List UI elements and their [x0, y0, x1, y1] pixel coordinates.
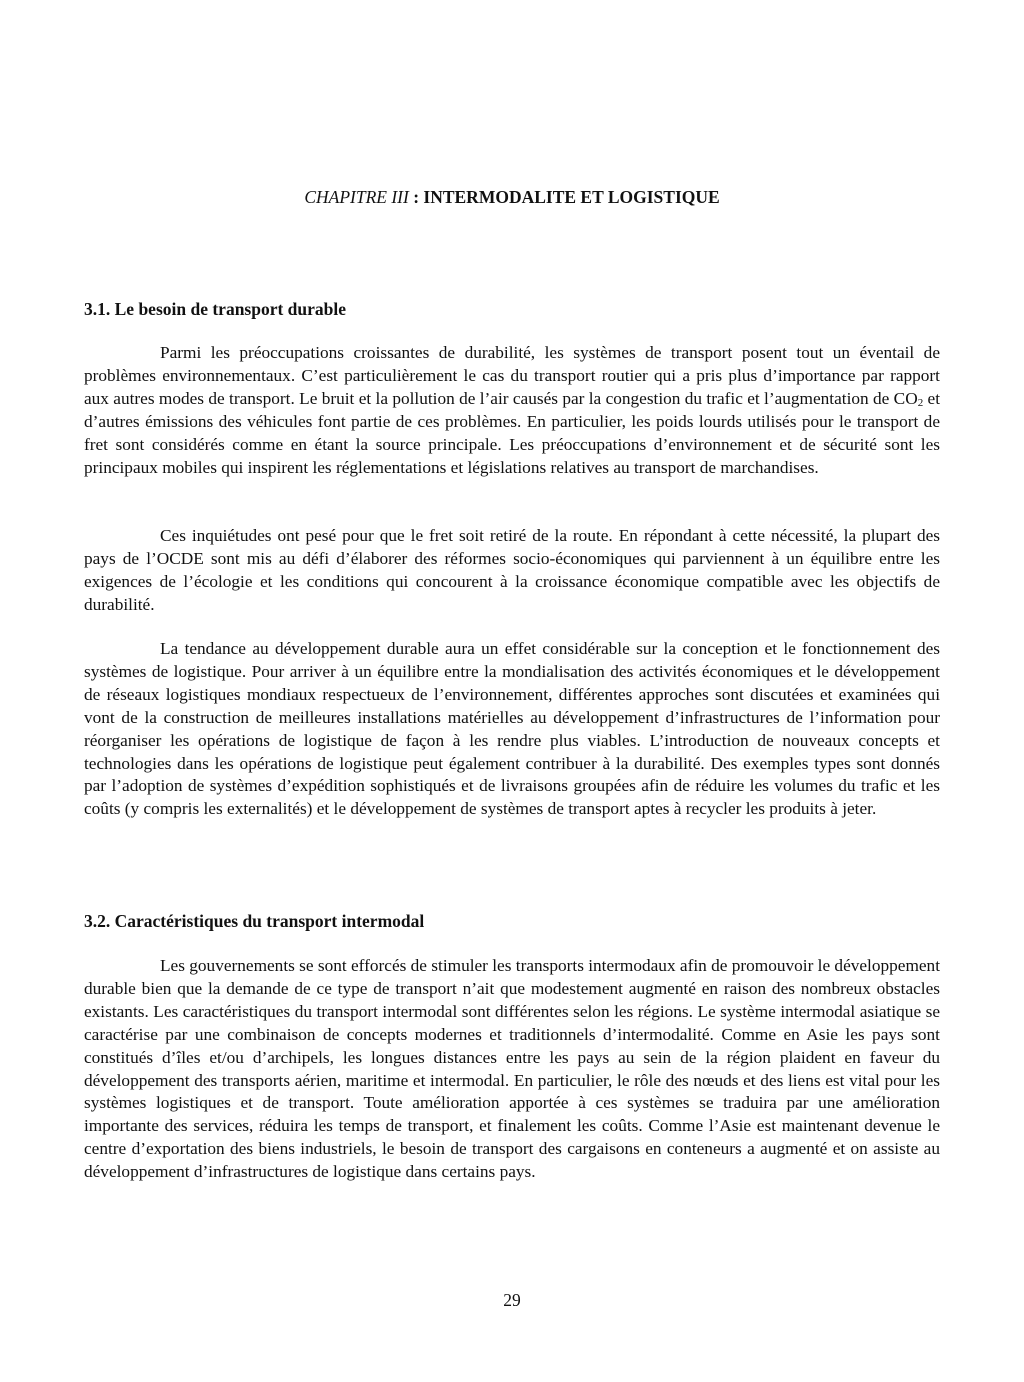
paragraph-3-1-2: Ces inquiétudes ont pesé pour que le fret soit retiré de la route. En répondant à cette nécessité, la plupart des pays de l’OCDE sont mis au défi d’élaborer des réformes socio-économiques qui parviennent à un équilibre entre les exigences de l’écologie et les conditions qui concourent à la croissance économique compatible avec les objectifs de durabilité. [84, 526, 940, 614]
document-page [84, 0, 940, 1382]
paragraph-3-1-1-text-after: et d’autres émissions des véhicules font partie de ces problèmes. En particulier, les poids lourds utilisés pour le transport de fret sont considérés comme en étant la source principale. Les préoccupations d’environnement et de sécurité sont les principaux mobiles qui inspirent les réglementations et législations relatives au transport de marchandises. [84, 388, 941, 477]
section-heading-3-2: 3.2. Caractéristiques du transport intermodal [84, 911, 425, 931]
paragraph-3-1-3: La tendance au développement durable aura un effet considérable sur la conception et le fonctionnement des systèmes de logistique. Pour arriver à un équilibre entre la mondialisation des activités économiques et le développement de réseaux logistiques mondiaux respectueux de l’environnement, différentes approches sont discutées et examinées qui vont de la construction de meilleures installations matérielles au développement d’infrastructures de l’information pour réorganiser les opérations de logistique de façon à les rendre plus viables. L’introduction de nouveaux concepts et technologies dans les opérations de logistique peut également contribuer à la durabilité. Des exemples types sont donnés par l’adoption de systèmes d’expédition sophistiqués et de livraisons groupées afin de réduire les volumes du trafic et les coûts (y compris les externalités) et le développement de systèmes de transport aptes à recycler les produits à jeter. [84, 639, 940, 819]
paragraph-3-1-1-text-before: Parmi les préoccupations croissantes de durabilité, les systèmes de transport posent tout un éventail de problèmes environnementaux. C’est particulièrement le cas du transport routier qui a pris plus d’importance par rapport aux autres modes de transport. Le bruit et la pollution de l’air causés par la congestion du trafic et l’augmentation de CO [84, 343, 940, 408]
co2-subscript: 2 [917, 396, 924, 409]
chapter-title [84, 186, 940, 208]
chapter-name: INTERMODALITE ET LOGISTIQUE [423, 187, 720, 207]
chapter-label: CHAPITRE III [304, 187, 409, 207]
paragraph-3-2-1: Les gouvernements se sont efforcés de stimuler les transports intermodaux afin de promouvoir le développement durable bien que la demande de ce type de transport n’ait que modestement augmenté en raison des nombreux obstacles existants. Les caractéristiques du transport intermodal sont différentes selon les régions. Le système intermodal asiatique se caractérise par une combinaison de concepts modernes et traditionnels d’intermodalité. Comme en Asie les pays sont constitués d’îles et/ou d’archipels, les longues distances entre les pays au sein de la région plaident en faveur du développement des transports aérien, maritime et intermodal. En particulier, le rôle des nœuds et des liens est vital pour les systèmes logistiques et de transport. Toute amélioration apportée à ces systèmes se traduira par une amélioration importante des services, réduira les temps de transport, et finalement les coûts. Comme l’Asie est maintenant devenue le centre d’exportation des biens industriels, le besoin de transport des cargaisons en conteneurs a augmenté et on assiste au développement d’infrastructures de logistique dans certains pays. [84, 956, 941, 1182]
page-number: 29 [503, 1290, 521, 1310]
chapter-separator: : [408, 187, 424, 207]
paragraph-3-1-1 [84, 342, 940, 479]
section-heading-3-1: 3.1. Le besoin de transport durable [84, 299, 347, 319]
